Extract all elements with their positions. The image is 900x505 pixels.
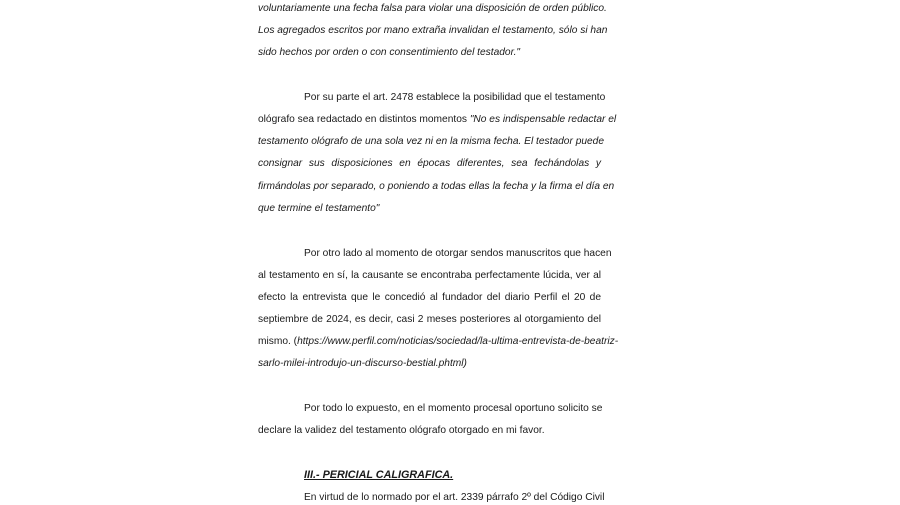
otro-lado-line-1: Por otro lado al momento de otorgar sendos manuscritos que hacen	[304, 248, 612, 259]
art2478-line-6: que termine el testamento"	[258, 203, 380, 214]
quote-line-1: voluntariamente una fecha falsa para violar una disposición de orden público.	[258, 3, 607, 14]
perfil-article-link: https://www.perfil.com/noticias/sociedad/la-ultima-entrevista-de-beatriz-	[297, 336, 619, 347]
otro-lado-line-3: efecto la entrevista que le concedió al fundador del diario Perfil el 20 de	[258, 292, 601, 303]
otro-lado-line-2: al testamento en sí, la causante se encontraba perfectamente lúcida, ver al	[258, 270, 601, 281]
art2478-line-1: Por su parte el art. 2478 establece la posibilidad que el testamento	[304, 92, 606, 103]
otro-lado-line-4: septiembre de 2024, es decir, casi 2 meses posteriores al otorgamiento del	[258, 314, 601, 325]
art2478-line-2-quote: "No es indispensable redactar el	[469, 114, 617, 125]
expuesto-line-1: Por todo lo expuesto, en el momento procesal oportuno solicito se	[304, 403, 603, 414]
quote-line-2: Los agregados escritos por mano extraña invalidan el testamento, sólo si han	[258, 25, 608, 36]
section-heading-pericial: III.- PERICIAL CALIGRAFICA.	[304, 469, 454, 481]
expuesto-line-2: declare la validez del testamento ológrafo otorgado en mi favor.	[258, 425, 545, 436]
quote-line-3: sido hechos por orden o con consentimiento del testador."	[258, 47, 521, 58]
otro-lado-line-5-plain: mismo. (	[258, 336, 298, 347]
art2478-line-5: firmándolas por separado, o poniendo a todas ellas la fecha y la firma el día en	[258, 181, 615, 192]
art2478-line-2-plain: ológrafo sea redactado en distintos momentos	[258, 114, 470, 125]
art2478-line-2	[258, 113, 617, 126]
art2478-line-4: consignar sus disposiciones en épocas diferentes, sea fechándolas y	[258, 158, 601, 169]
otro-lado-line-6: sarlo-milei-introdujo-un-discurso-bestial.phtml)	[258, 358, 467, 369]
art2478-line-3: testamento ológrafo de una sola vez ni en la misma fecha. El testador puede	[258, 136, 605, 147]
otro-lado-line-5	[258, 335, 619, 348]
pericial-line-1: En virtud de lo normado por el art. 2339 párrafo 2º del Código Civil	[304, 492, 605, 503]
